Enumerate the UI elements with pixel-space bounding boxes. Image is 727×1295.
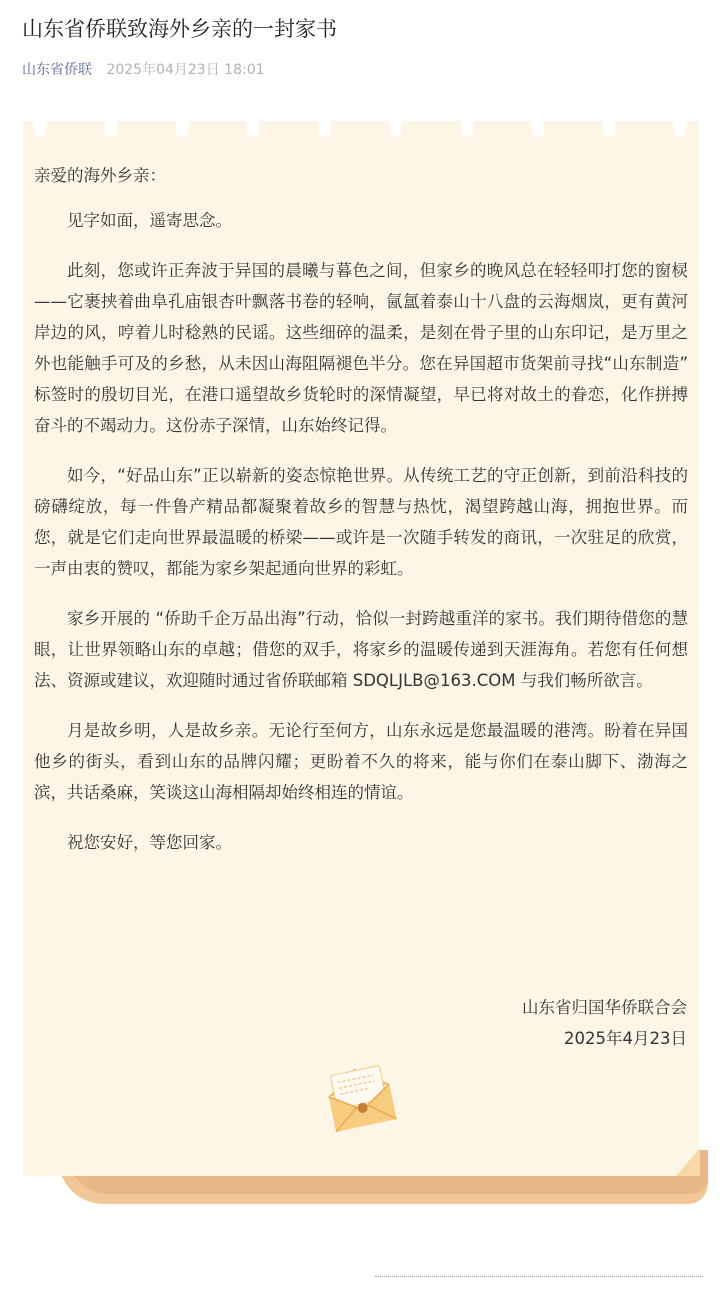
paper-hole — [34, 121, 46, 137]
letter-signature — [522, 992, 687, 1054]
letter-closing: 祝您安好，等您回家。 — [67, 833, 232, 852]
letter-body — [34, 160, 688, 858]
letter-paragraph: 此刻，您或许正奔波于异国的晨曦与暮色之间，但家乡的晚风总在轻轻叩打您的窗棂——它裹挟着曲阜孔庙银杏叶飘落书卷的轻响，氤氲着泰山十八盘的云海烟岚，更有黄河岸边的风，哼着儿时稔熟的民谣。这些细碎的温柔，是刻在骨子里的山东印记，是万里之外也能触手可及的乡愁，从未因山海阻隔褪色半分。您在异国超市货架前寻找“山东制造” 标签时的殷切目光，在港口遥望故乡货轮时的深情凝望，早已将对故土的眷恋，化作拼搏奋斗的不竭动力。这份赤子深情，山东始终记得。 — [34, 261, 688, 435]
paper-hole — [532, 121, 544, 137]
signature-date: 2025年4月23日 — [564, 1029, 687, 1048]
letter-paragraph: 如今，“好品山东”正以崭新的姿态惊艳世界。从传统工艺的守正创新，到前沿科技的磅礴绽放，每一件鲁产精品都凝聚着故乡的智慧与热忱，渴望跨越山海，拥抱世界。而您，就是它们走向世界最温暖的桥梁——或许是一次随手转发的商讯，一次驻足的欣赏，一声由衷的赞叹，都能为家乡架起通向世界的彩虹。 — [34, 466, 688, 578]
signature-organization: 山东省归国华侨联合会 — [522, 998, 687, 1017]
author-link[interactable]: 山东省侨联 — [22, 62, 92, 78]
letter-paragraph: 见字如面，遥寄思念。 — [67, 211, 232, 230]
letter-paragraph: 月是故乡明，人是故乡亲。无论行至何方，山东永远是您最温暖的港湾。盼着在异国他乡的街头，看到山东的品牌闪耀；更盼着不久的将来，能与你们在泰山脚下、渤海之滨，共话桑麻，笑谈这山海相隔却始终相连的情谊。 — [34, 721, 688, 802]
footer-divider — [375, 1276, 703, 1277]
paper-hole — [461, 121, 473, 137]
paper-hole — [247, 121, 259, 137]
paper-hole — [603, 121, 615, 137]
paper-hole — [105, 121, 117, 137]
letter-paragraph: 家乡开展的 “侨助千企万品出海”行动，恰似一封跨越重洋的家书。我们期待借您的慧眼，让世界领略山东的卓越；借您的双手，将家乡的温暖传递到天涯海角。若您有任何想法、资源或建议，欢迎随时通过省侨联邮箱 SDQLJLB@163.COM 与我们畅所欲言。 — [34, 609, 688, 690]
paper-folded-corner — [676, 1148, 700, 1176]
paper-hole — [319, 121, 331, 137]
paper-hole — [674, 121, 686, 137]
paper-hole — [390, 121, 402, 137]
article-title: 山东省侨联致海外乡亲的一封家书 — [22, 17, 337, 41]
envelope-with-letter-icon — [320, 1060, 402, 1134]
letter-salutation: 亲爱的海外乡亲： — [34, 166, 166, 185]
letter-top-holes — [23, 121, 699, 141]
publish-time: 2025年04月23日 18:01 — [106, 62, 265, 78]
article-meta — [22, 60, 265, 80]
paper-hole — [176, 121, 188, 137]
